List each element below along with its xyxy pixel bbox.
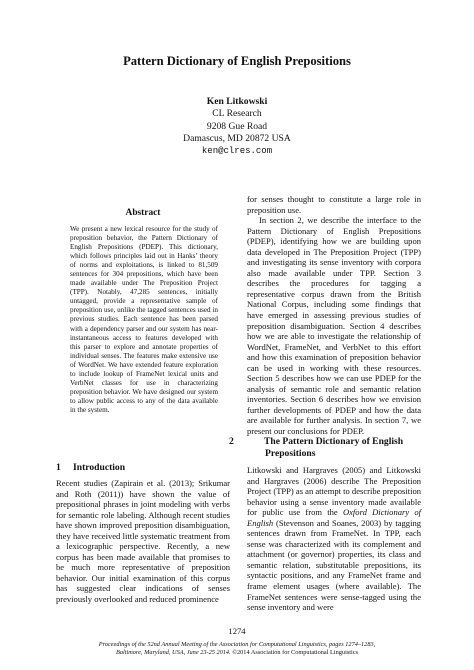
section-1-body <box>56 478 230 605</box>
author-email[interactable]: ken@clres.com <box>201 146 273 157</box>
abstract-text: We present a new lexical resource for the study of preposition behavior, the Pattern Dictionary of English Prepositions (PDEP). This dictionary, which follows principles laid out in Hanks’ theory of norms and exploitations, is linked to 81,509 sentences for 304 prepositions, which have been made available under The Preposition Project (TPP). Notably, 47,285 sentences, initially untagged, provide a representative sample of preposition use, unlike the tagged sentences used in previous studies. Each sentence has been parsed with a dependency parser and our system has near-instantaneous access to features developed with this parser to explore and annotate properties of individual senses. The features make extensive use of WordNet. We have extended feature exploration to include lookup of FrameNet lexical units and VerbNet classes for use in characterizing preposition behavior. We have designed our system to allow public access to any of the data available in the system. <box>70 225 218 414</box>
section-2-title: The Pattern Dictionary of English Prepositions <box>264 436 404 459</box>
right-column-intro <box>247 194 421 437</box>
dictionary-title: Oxford Dictionary of English <box>247 507 421 528</box>
section-1-number: 1 <box>56 462 61 473</box>
section-2-text-start: Litkowski and Hargraves (2005) and Litkowski and Hargraves (2006) describe The Preposition Project (TPP) as an attempt to describe preposition behavior using a sense inventory made available for public use from the <box>247 465 421 518</box>
footer-line-1: Proceedings of the 52nd Annual Meeting of the Association for Computational Linguistics, pages 1274–1283, <box>98 641 376 648</box>
section-1-paragraph: Recent studies (Zapirain et al. (2013); Srikumar and Roth (2011)) have shown the value of prepositional phrases in joint modeling with verbs for semantic role labeling. Although recent studies have shown improved preposition disambiguation, they have received little systematic treatment from a lexicographic perspective. Recently, a new corpus has been made available that promises to be much more representative of preposition behavior. Our initial examination of this corpus has suggested clear indications of senses previously overlooked and reduced prominence <box>56 478 230 605</box>
footer-line-2 <box>0 649 474 657</box>
page-number: 1274 <box>228 626 246 636</box>
section-2-heading <box>229 436 421 460</box>
section-2-paragraph <box>247 465 421 613</box>
intro-continuation-paragraph: for senses thought to constitute a large role in preposition use. <box>247 194 421 215</box>
section-overview-paragraph: In section 2, we describe the interface to the Pattern Dictionary of English Prepositions (PDEP), identifying how we are building upon data developed in The Preposition Project (TPP) and investigating its sense inventory with corpora also made available under TPP. Section 3 describes the procedures for tagging a representative corpus drawn from the British National Corpus, including some findings that have emerged in assessing previous studies of preposition disambiguation. Section 4 describes how we are able to investigate the relationship of WordNet, FrameNet, and VerbNet to this effort and how this examination of preposition behavior can be used in working with these resources. Section 5 describes how we can use PDEP for the analysis of semantic role and semantic relation inventories. Section 6 describes how we envision further developments of PDEP and how the data are available for further analysis. In section 7, we present our conclusions for PDEP. <box>247 215 421 437</box>
section-2-number: 2 <box>229 436 234 447</box>
paper-title: Pattern Dictionary of English Prepositions <box>123 54 351 68</box>
footer-copyright: ©2014 Association for Computational Linguistics <box>230 648 359 656</box>
section-1-title: Introduction <box>73 462 126 473</box>
author-address-city: Damascus, MD 20872 USA <box>183 132 291 144</box>
footer-location: Baltimore, Maryland, USA, June 23-25 2014. <box>115 648 231 656</box>
author-address-street: 9208 Gue Road <box>206 120 268 132</box>
section-1-heading <box>56 462 230 474</box>
proceedings-footer <box>0 641 474 656</box>
author-affiliation: CL Research <box>212 108 262 120</box>
abstract-heading: Abstract <box>125 208 161 218</box>
section-2-text-end: (Stevenson and Soanes, 2003) by tagging sentences drawn from FrameNet. In TPP, each sense was characterized with its complement and attachment (or governor) properties, its class and semantic relation, substitutable prepositions, its syntactic positions, and any FrameNet frame and frame element usages (where available). The FrameNet sentences were sense-tagged using the sense inventory and were <box>247 517 421 613</box>
section-2-body <box>247 465 421 613</box>
author-block <box>0 96 474 157</box>
author-name: Ken Litkowski <box>206 96 268 107</box>
